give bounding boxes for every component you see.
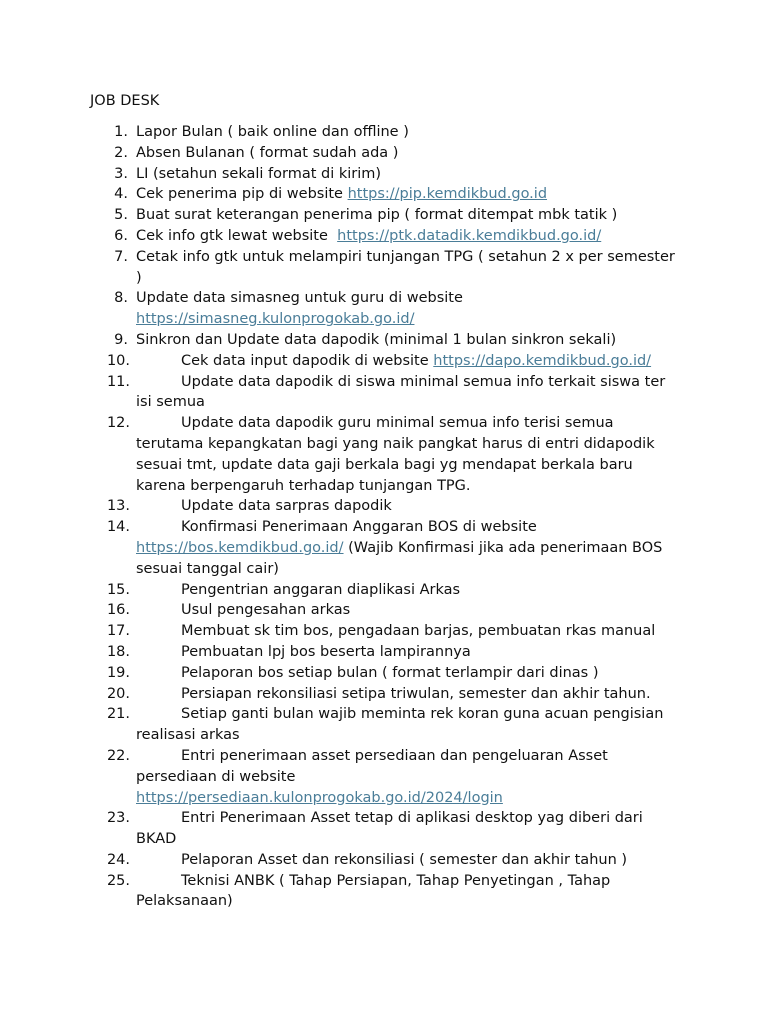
item-text: Setiap ganti bulan wajib meminta rek koran guna acuan pengisian realisasi arkas (136, 706, 664, 744)
item-number: 20. (106, 685, 130, 702)
item-text: Buat surat keterangan penerima pip ( format ditempat mbk tatik ) (136, 207, 618, 224)
item-number: 8. (114, 290, 128, 307)
item-text: Cek penerima pip di website (136, 186, 348, 203)
list-item (0, 496, 681, 517)
item-number: 9. (114, 331, 128, 348)
website-link[interactable]: https://pip.kemdikbud.go.id (347, 186, 548, 203)
item-text: Update data dapodik guru minimal semua info terisi semua terutama kepangkatan bagi yang naik pangkat harus di entri didapodik sesuai tmt, update data gaji berkala bagi yg mendapat berkala baru karena berpengaruh terhadap tunjangan TPG. (136, 415, 655, 494)
list-item (0, 143, 681, 164)
page-title: JOB DESK (90, 93, 160, 109)
item-text: Cek data input dapodik di website (181, 352, 434, 369)
item-number: 13. (106, 498, 130, 515)
list-item (0, 184, 681, 205)
item-text: Pengentrian anggaran diaplikasi Arkas (181, 581, 461, 598)
list-item (0, 850, 681, 871)
item-number: 7. (114, 248, 128, 265)
item-text: Update data simasneg untuk guru di website (136, 290, 463, 307)
item-number: 1. (114, 124, 128, 140)
item-number: 3. (114, 165, 128, 182)
list-item (0, 600, 681, 621)
item-text: Entri Penerimaan Asset tetap di aplikasi desktop yag diberi dari BKAD (136, 810, 643, 848)
item-number: 18. (106, 643, 130, 660)
list-item (0, 642, 681, 663)
item-text: Usul pengesahan arkas (181, 602, 351, 619)
item-text: Entri penerimaan asset persediaan dan pengeluaran Asset persediaan di website (136, 747, 608, 785)
item-number: 15. (106, 581, 130, 598)
item-text: Pembuatan lpj bos beserta lampirannya (181, 643, 471, 660)
website-link[interactable]: https://dapo.kemdikbud.go.id/ (433, 352, 652, 369)
item-text: Membuat sk tim bos, pengadaan barjas, pembuatan rkas manual (181, 623, 656, 640)
list-item (0, 580, 681, 601)
item-number: 12. (106, 415, 130, 432)
item-text: Pelaporan Asset dan rekonsiliasi ( semester dan akhir tahun ) (181, 851, 628, 868)
item-number: 5. (114, 207, 128, 224)
item-text: Cek info gtk lewat website (136, 227, 338, 244)
item-text: Konfirmasi Penerimaan Anggaran BOS di website (181, 519, 537, 536)
list-item (0, 517, 681, 579)
list-item (0, 621, 681, 642)
list-item (0, 288, 681, 330)
item-suffix: (Wajib Konfirmasi jika ada penerimaan BOS sesuai tanggal cair) (136, 539, 663, 577)
item-text: Absen Bulanan ( format sudah ada ) (136, 144, 399, 161)
item-number: 14. (106, 519, 130, 536)
item-text: Lapor Bulan ( baik online dan offline ) (136, 124, 409, 140)
list-item (0, 808, 681, 850)
list-item (0, 704, 681, 746)
website-link[interactable]: https://ptk.datadik.kemdikbud.go.id/ (337, 227, 602, 244)
list-item (0, 247, 681, 289)
list-item (0, 226, 681, 247)
job-list (0, 122, 768, 912)
list-item (0, 164, 681, 185)
item-number: 10. (106, 352, 130, 369)
list-item (0, 205, 681, 226)
list-item (0, 330, 681, 351)
item-text: Sinkron dan Update data dapodik (minimal 1 bulan sinkron sekali) (136, 331, 617, 348)
website-link[interactable]: https://simasneg.kulonprogokab.go.id/ (136, 311, 415, 328)
item-text: Pelaporan bos setiap bulan ( format terlampir dari dinas ) (181, 664, 599, 681)
list-item (0, 871, 681, 913)
item-text: LI (setahun sekali format di kirim) (136, 165, 382, 182)
item-text: Persiapan rekonsiliasi setipa triwulan, semester dan akhir tahun. (181, 685, 651, 702)
list-item (0, 372, 681, 414)
item-number: 6. (114, 227, 128, 244)
item-number: 22. (106, 747, 130, 764)
list-item (0, 122, 681, 143)
item-number: 16. (106, 602, 130, 619)
item-number: 23. (106, 810, 130, 827)
website-link[interactable]: https://persediaan.kulonprogokab.go.id/2024/login (136, 789, 503, 806)
item-text: Cetak info gtk untuk melampiri tunjangan TPG ( setahun 2 x per semester ) (136, 248, 675, 286)
item-number: 19. (106, 664, 130, 681)
website-link[interactable]: https://bos.kemdikbud.go.id/ (136, 539, 344, 556)
item-number: 2. (114, 144, 128, 161)
item-number: 24. (106, 851, 130, 868)
item-number: 4. (114, 186, 128, 203)
item-text: Teknisi ANBK ( Tahap Persiapan, Tahap Penyetingan , Tahap Pelaksanaan) (136, 872, 611, 910)
list-item (0, 413, 681, 496)
list-item (0, 663, 681, 684)
item-number: 21. (106, 706, 130, 723)
item-number: 25. (106, 872, 130, 889)
item-number: 17. (106, 623, 130, 640)
list-item (0, 684, 681, 705)
item-number: 11. (106, 373, 130, 390)
list-item (0, 351, 681, 372)
item-text: Update data dapodik di siswa minimal semua info terkait siswa ter isi semua (136, 373, 666, 411)
list-item (0, 746, 681, 808)
item-text: Update data sarpras dapodik (181, 498, 392, 515)
